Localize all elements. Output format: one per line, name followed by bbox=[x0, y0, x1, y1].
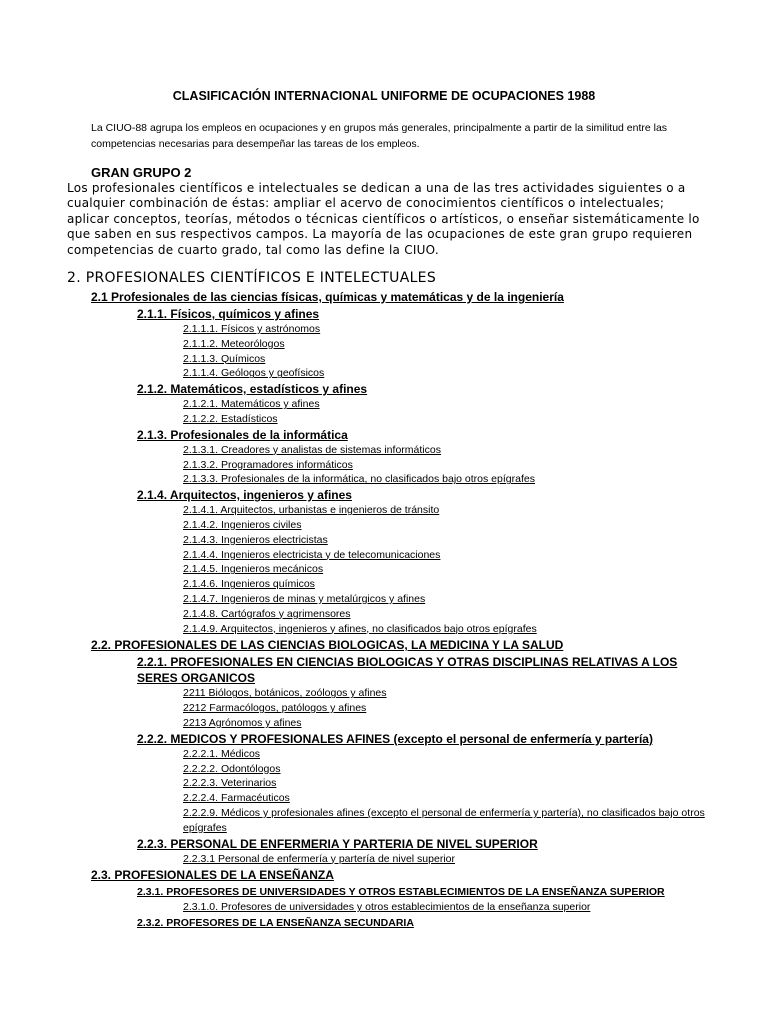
unit-group-item-text: 2.1.4.3. Ingenieros electricistas bbox=[183, 533, 328, 546]
unit-group-item-text: 2.1.3.3. Profesionales de la informática, no clasificados bajo otros epígrafes bbox=[183, 473, 535, 486]
unit-group-item bbox=[0, 472, 768, 487]
minor-group-heading-text: 2.2.1. PROFESIONALES EN CIENCIAS BIOLOGICAS Y OTRAS DISCIPLINAS RELATIVAS A LOS SERES ORGANICOS bbox=[137, 655, 678, 686]
unit-group-item bbox=[0, 852, 768, 867]
minor-group-heading bbox=[0, 836, 768, 852]
minor-group-heading bbox=[0, 381, 768, 397]
unit-group-item bbox=[0, 622, 768, 637]
unit-group-item bbox=[0, 791, 768, 806]
minor-group-heading-text: 2.1.4. Arquitectos, ingenieros y afines bbox=[137, 488, 352, 503]
unit-group-item bbox=[0, 443, 768, 458]
minor-group-heading-text: 2.1.2. Matemáticos, estadísticos y afines bbox=[137, 382, 368, 397]
subgroup-heading-text: 2.1 Profesionales de las ciencias físicas, químicas y matemáticas y de la ingeniería bbox=[91, 290, 564, 304]
unit-group-item bbox=[0, 776, 768, 791]
unit-group-item-text: 2.1.1.2. Meteorólogos bbox=[183, 337, 285, 350]
unit-group-item-text: 2.2.2.3. Veterinarios bbox=[183, 777, 277, 790]
classification-tree bbox=[0, 288, 768, 931]
unit-group-item-text: 2.3.1.0. Profesores de universidades y otros establecimientos de la enseñanza superior bbox=[183, 901, 591, 914]
unit-group-item-text: 2.2.2.4. Farmacéuticos bbox=[183, 792, 290, 805]
unit-group-item bbox=[0, 322, 768, 337]
unit-group-item bbox=[0, 366, 768, 381]
unit-group-item-text: 2.1.4.1. Arquitectos, urbanistas e ingenieros de tránsito bbox=[183, 504, 440, 517]
unit-group-item bbox=[0, 533, 768, 548]
minor-group-heading-text: 2.2.2. MEDICOS Y PROFESIONALES AFINES (excepto el personal de enfermería y partería) bbox=[137, 731, 653, 746]
major-group-heading: 2. PROFESIONALES CIENTÍFICOS E INTELECTUALES bbox=[67, 270, 437, 286]
unit-group-item bbox=[0, 518, 768, 533]
minor-group-heading bbox=[0, 731, 768, 747]
unit-group-item-text: 2213 Agrónomos y afines bbox=[183, 716, 302, 729]
unit-group-item-text: 2.2.2.9. Médicos y profesionales afines (excepto el personal de enfermería y partería), no clasificados bajo otros epígrafes bbox=[183, 806, 705, 834]
unit-group-item-text: 2.1.4.9. Arquitectos, ingenieros y afines, no clasificados bajo otros epígrafes bbox=[183, 622, 537, 635]
unit-group-item-text: 2.2.3.1 Personal de enfermería y partería de nivel superior bbox=[183, 852, 455, 865]
unit-group-item-text: 2212 Farmacólogos, patólogos y afines bbox=[183, 702, 367, 715]
unit-group-item-text: 2.1.2.2. Estadísticos bbox=[183, 412, 278, 425]
minor-group-heading bbox=[0, 915, 768, 931]
unit-group-item-text: 2.1.4.5. Ingenieros mecánicos bbox=[183, 563, 324, 576]
unit-group-item-text: 2.2.2.2. Odontólogos bbox=[183, 762, 281, 775]
unit-group-item-text: 2.1.4.2. Ingenieros civiles bbox=[183, 518, 302, 531]
unit-group-item bbox=[0, 762, 768, 777]
unit-group-item bbox=[0, 397, 768, 412]
subgroup-heading bbox=[0, 866, 768, 884]
gran-grupo-title: GRAN GRUPO 2 bbox=[91, 165, 192, 180]
unit-group-item bbox=[0, 701, 768, 716]
unit-group-item-text: 2.1.4.8. Cartógrafos y agrimensores bbox=[183, 607, 351, 620]
minor-group-heading bbox=[0, 654, 717, 686]
intro-paragraph: La CIUO-88 agrupa los empleos en ocupaciones y en grupos más generales, principalmente a partir de la similitud entre las competencias necesarias para desempeñar las tareas de los empleos. bbox=[91, 122, 668, 150]
document-title: CLASIFICACIÓN INTERNACIONAL UNIFORME DE OCUPACIONES 1988 bbox=[172, 89, 596, 103]
unit-group-item-text: 2.1.3.1. Creadores y analistas de sistemas informáticos bbox=[183, 443, 441, 456]
unit-group-item bbox=[0, 352, 768, 367]
minor-group-heading bbox=[0, 884, 768, 900]
unit-group-item-text: 2.2.2.1. Médicos bbox=[183, 747, 261, 760]
unit-group-item-text: 2.1.3.2. Programadores informáticos bbox=[183, 458, 353, 471]
minor-group-heading bbox=[0, 487, 768, 503]
unit-group-item bbox=[0, 458, 768, 473]
minor-group-heading-text: 2.2.3. PERSONAL DE ENFERMERIA Y PARTERIA DE NIVEL SUPERIOR bbox=[137, 836, 538, 851]
unit-group-item-text: 2.1.4.4. Ingenieros electricista y de telecomunicaciones bbox=[183, 548, 441, 561]
subgroup-heading bbox=[0, 636, 768, 654]
unit-group-item-text: 2.1.4.7. Ingenieros de minas y metalúrgicos y afines bbox=[183, 592, 426, 605]
unit-group-item-text: 2.1.4.6. Ingenieros químicos bbox=[183, 578, 315, 591]
minor-group-heading-text: 2.1.3. Profesionales de la informática bbox=[137, 427, 348, 442]
unit-group-item bbox=[0, 412, 768, 427]
unit-group-item bbox=[0, 577, 768, 592]
subgroup-heading-text: 2.3. PROFESIONALES DE LA ENSEÑANZA bbox=[91, 868, 334, 883]
gran-grupo-description: Los profesionales científicos e intelectuales se dedican a una de las tres actividades siguientes o a cualquier combinación de éstas: ampliar el acervo de conocimientos científicos o intelectuales; aplicar conceptos, teorías, métodos o técnicas científicos o artísticos, o enseñar sistemáticamente lo que saben en sus respectivos campos. La mayoría de las ocupaciones de este gran grupo requieren competencias de cuarto grado, tal como las define la CIUO. bbox=[67, 181, 700, 257]
unit-group-item-text: 2.1.2.1. Matemáticos y afines bbox=[183, 398, 320, 411]
unit-group-item bbox=[0, 806, 723, 836]
unit-group-item bbox=[0, 562, 768, 577]
unit-group-item bbox=[0, 747, 768, 762]
minor-group-heading bbox=[0, 427, 768, 443]
unit-group-item bbox=[0, 607, 768, 622]
minor-group-heading bbox=[0, 306, 768, 322]
unit-group-item bbox=[0, 716, 768, 731]
unit-group-item-text: 2211 Biólogos, botánicos, zoólogos y afines bbox=[183, 687, 387, 700]
unit-group-item bbox=[0, 548, 768, 563]
minor-group-heading-text: 2.1.1. Físicos, químicos y afines bbox=[137, 307, 320, 321]
unit-group-item bbox=[0, 900, 768, 915]
subgroup-heading bbox=[0, 288, 768, 306]
unit-group-item bbox=[0, 337, 768, 352]
unit-group-item-text: 2.1.1.1. Físicos y astrónomos bbox=[183, 323, 321, 335]
unit-group-item bbox=[0, 592, 768, 607]
unit-group-item-text: 2.1.1.3. Químicos bbox=[183, 352, 266, 365]
unit-group-item bbox=[0, 686, 768, 701]
minor-group-heading-text: 2.3.2. PROFESORES DE LA ENSEÑANZA SECUNDARIA bbox=[137, 917, 414, 930]
unit-group-item bbox=[0, 503, 768, 518]
subgroup-heading-text: 2.2. PROFESIONALES DE LAS CIENCIAS BIOLOGICAS, LA MEDICINA Y LA SALUD bbox=[91, 638, 564, 653]
unit-group-item-text: 2.1.1.4. Geólogos y geofísicos bbox=[183, 367, 325, 380]
minor-group-heading-text: 2.3.1. PROFESORES DE UNIVERSIDADES Y OTROS ESTABLECIMIENTOS DE LA ENSEÑANZA SUPERIOR bbox=[137, 886, 665, 899]
